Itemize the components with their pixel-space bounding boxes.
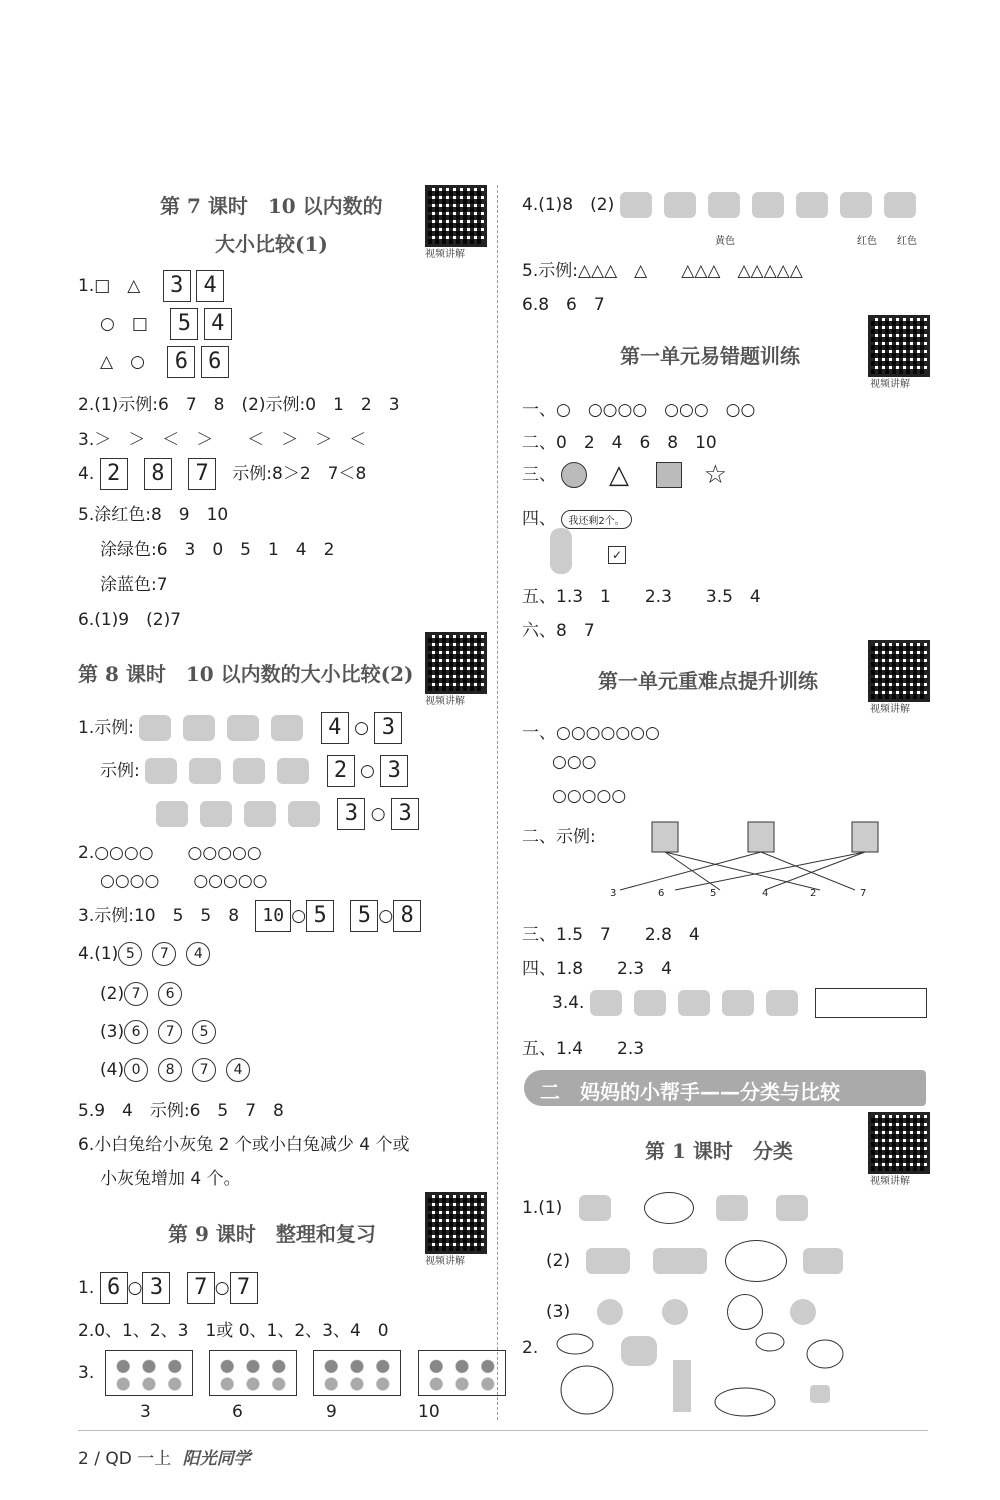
answer-box: 8 [144,458,172,490]
page-footer: 2 / QD 一上 阳光同学 [78,1449,251,1469]
l8-answer-3: 3.示例:10 5 5 8 10 ○ 5 5 ○ 8 [78,900,421,932]
answer-5-red: 5.涂红色:8 9 10 [78,505,229,525]
answer-1-row2: ○ □ 5 4 [100,308,232,340]
l8-answer-4-2: (2) 7 6 [100,982,192,1006]
r-answer-6: 6.8 6 7 [522,295,605,315]
l9-answer-2: 2.0、1、2、3 1或 0、1、2、3、4 0 [78,1321,389,1341]
check-icon: ✓ [608,546,626,564]
matching-diagram [600,818,920,918]
l8-answer-4-4: (4) 0 8 7 4 [100,1058,260,1082]
answer-box: 5 [350,900,378,932]
r-answer-4: 4.(1)8 (2) [522,190,928,218]
color-label: 黄色 [715,236,735,247]
answer-box: 7 [188,458,216,490]
color-label: 红色 [857,236,877,247]
answer-box: 10 [255,900,291,932]
u1-answer-1: 一、○ ○○○○ ○○○ ○○ [522,400,756,420]
l8-answer-5: 5.9 4 示例:6 5 7 8 [78,1101,284,1121]
u2-answer-2: 二、示例: [522,827,596,847]
answer-box: 5 [306,900,334,932]
u1-answer-6: 六、8 7 [522,621,595,641]
answer-2: 2.(1)示例:6 7 8 (2)示例:0 1 2 3 [78,395,400,415]
answer-1-row3: △ ○ 6 6 [100,346,229,378]
answer-box: 3 [142,1272,170,1304]
l9-count-2: 6 [232,1402,243,1422]
l8-answer-4-1: 4.(1) 5 7 4 [78,942,220,966]
qr-caption: 视频讲解 [425,249,465,260]
u2-answer-1c: ○○○○○ [552,786,627,806]
qr-code-icon[interactable] [868,1112,930,1174]
unit1-advanced-title: 第一单元重难点提升训练 [598,669,818,693]
l8-answer-4-3: (3) 6 7 5 [100,1020,226,1044]
qr-code-icon[interactable] [425,1192,487,1254]
l8-answer-6a: 6.小白兔给小灰兔 2 个或小白兔减少 4 个或 [78,1135,410,1155]
answer-box: 4 [204,308,232,340]
l8-answer-1-row3: 3 ○ 3 [156,798,419,830]
animals-illustration [555,1330,855,1418]
answer-4: 4. 2 8 7 示例:8＞2 7＜8 [78,458,366,490]
footer-rule [78,1430,928,1431]
u1-answer-5: 五、1.3 1 2.3 3.5 4 [522,587,761,607]
answer-box: 4 [196,270,224,302]
brand-logo: 阳光同学 [182,1449,251,1469]
c1-answer-2: 2. [522,1338,539,1358]
u2-answer-1a: 一、○○○○○○○ [522,723,660,743]
lesson9-title: 第 9 课时 整理和复习 [168,1222,376,1246]
lesson7-title-line2: 大小比较(1) [215,232,328,256]
answer-5-blue: 涂蓝色:7 [100,575,168,595]
l9-count-1: 3 [140,1402,151,1422]
qr-caption: 视频讲解 [870,379,910,390]
lesson7-title-line1: 第 7 课时 10 以内数的 [160,194,383,218]
answer-1-row1: 1.□ △ 3 4 [78,270,224,302]
qr-caption: 视频讲解 [425,1256,465,1267]
l8-answer-6b: 小灰兔增加 4 个。 [100,1169,241,1189]
c1-answer-1-1: 1.(1) [522,1192,820,1224]
chapter2-lesson1-title: 第 1 课时 分类 [645,1139,793,1163]
answer-box: 7 [187,1272,215,1304]
answer-box: 3 [163,270,191,302]
l9-answer-1: 1. 6 ○ 3 7 ○ 7 [78,1272,258,1304]
l9-answer-3: 3. [78,1350,506,1396]
u2-answer-1b: ○○○ [552,752,597,772]
unit1-errors-title: 第一单元易错题训练 [620,344,800,368]
qr-caption: 视频讲解 [870,1176,910,1187]
answer-box: 3 [391,798,419,830]
l9-count-4: 10 [418,1402,440,1422]
l9-count-3: 9 [326,1402,337,1422]
u2-answer-4b: 3.4. [552,988,927,1018]
answer-6: 6.(1)9 (2)7 [78,610,182,630]
answer-box: 6 [201,346,229,378]
answer-box: 2 [100,458,128,490]
qr-code-icon[interactable] [868,315,930,377]
answer-5-green: 涂绿色:6 3 0 5 1 4 2 [100,540,335,560]
u2-answer-5: 五、1.4 2.3 [522,1039,645,1059]
u1-answer-3: 三、 △ ☆ [522,460,727,490]
u2-answer-3: 三、1.5 7 2.8 4 [522,925,700,945]
answer-box: 3 [337,798,365,830]
chapter-banner-text: 二 妈妈的小帮手——分类与比较 [540,1080,840,1104]
answer-box: 3 [380,755,408,787]
c1-answer-1-2: (2) [546,1240,855,1282]
child-figure-icon [550,528,572,574]
answer-box: 6 [100,1272,128,1304]
answer-box: 8 [393,900,421,932]
answer-box: 2 [327,755,355,787]
answer-box: 3 [374,712,402,744]
c1-answer-1-3: (3) [546,1294,828,1330]
answer-box: 4 [321,712,349,744]
r-answer-5: 5.示例:△△△ △ △△△ △△△△△ [522,261,803,281]
qr-code-icon[interactable] [425,632,487,694]
match-num: 3 6 5 4 2 7 [610,888,867,899]
u1-answer-4: 四、 我还剩2个。 [522,504,632,529]
qr-caption: 视频讲解 [425,696,465,707]
qr-code-icon[interactable] [425,185,487,247]
u1-answer-2: 二、0 2 4 6 8 10 [522,433,717,453]
l8-answer-2b: ○○○○ ○○○○○ [100,871,268,891]
l8-answer-2a: 2.○○○○ ○○○○○ [78,843,262,863]
lesson8-title: 第 8 课时 10 以内数的大小比较(2) [78,662,414,686]
color-label: 红色 [897,236,917,247]
answer-box: 5 [170,308,198,340]
u2-answer-4a: 四、1.8 2.3 4 [522,959,672,979]
qr-caption: 视频讲解 [870,704,910,715]
answer-box: 6 [167,346,195,378]
qr-code-icon[interactable] [868,640,930,702]
l8-answer-1-row1: 1.示例: 4 ○ 3 [78,712,402,744]
answer-box: 7 [230,1272,258,1304]
l8-answer-1-row2: 示例: 2 ○ 3 [100,755,408,787]
answer-3: 3.＞ ＞ ＜ ＞ ＜ ＞ ＞ ＜ [78,430,367,450]
column-divider [497,185,498,1420]
